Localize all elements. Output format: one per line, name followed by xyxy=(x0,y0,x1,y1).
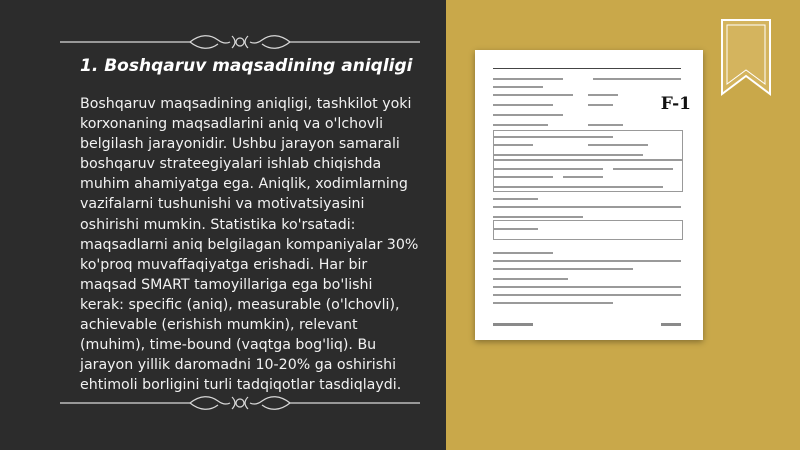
form-footer xyxy=(493,323,681,329)
form-section-box xyxy=(493,220,683,240)
form-section-box xyxy=(493,160,683,192)
slide-body-text: Boshqaruv maqsadining aniqligi, tashkilot yoki korxonaning maqsadlarini aniq va o'lchovli belgilash jarayonidir. Ushbu jarayon samarali boshqaruv strateegiyalari ishlab chiqishda muhim ahamiyatga ega. Aniqlik, xodimlarning vazifalarni tushunishi va motivatsiyasini oshirishi mumkin. Statistika ko'rsatadi: maqsadlarni aniq belgilagan kompaniyalar 30% ko'proq muvaffaqiyatga erishadi. Har bir maqsad SMART tamoyillariga ega bo'lishi kerak: specific (aniq), measurable (o'lchovli), achievable (erishish mumkin), relevant (muhim), time-bound (vaqtga bog'liq). Bu jarayon yillik daromadni 10-20% ga oshirishi ehtimoli borligini turli tadqiqotlar tasdiqlaydi. xyxy=(80,96,419,394)
form-code-label: F-1 xyxy=(660,94,691,114)
form-section-box xyxy=(493,130,683,160)
bookmark-ribbon-icon xyxy=(718,18,774,98)
form-document-image xyxy=(475,50,703,340)
form-header-line xyxy=(493,68,681,69)
slide-title: 1. Boshqaruv maqsadining aniqligi xyxy=(80,56,413,76)
flourish-divider-icon xyxy=(60,393,420,413)
flourish-divider-icon xyxy=(60,32,420,52)
